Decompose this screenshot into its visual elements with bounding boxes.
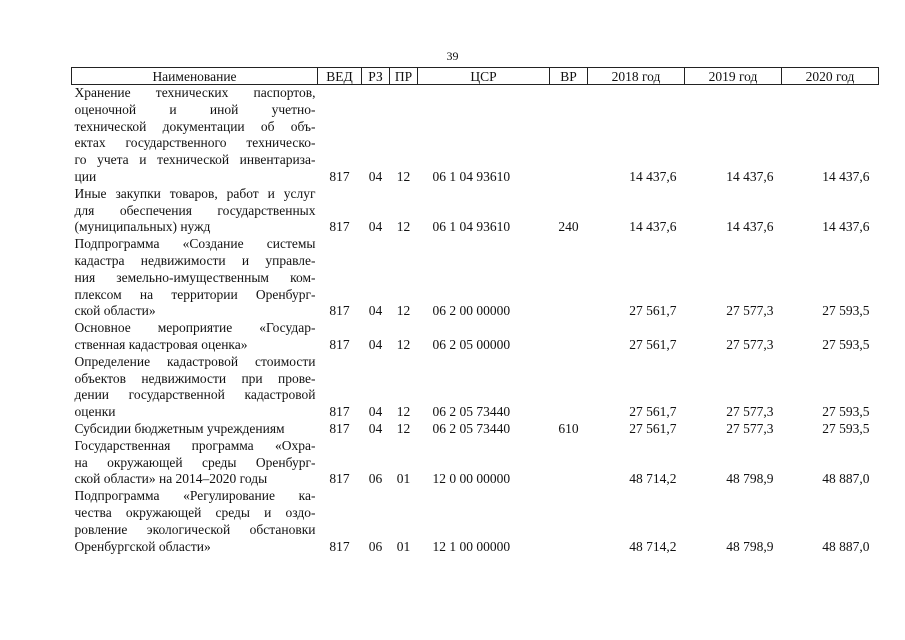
- row-2020: 27 593,5: [822, 303, 870, 319]
- row-2019: 48 798,9: [726, 471, 774, 487]
- row-name-line: Подпрограмма «Создание системы: [74, 236, 316, 252]
- row-2018: 27 561,7: [629, 303, 677, 319]
- table-row: [72, 421, 879, 438]
- row-name-line: Государственная программа «Охра-: [74, 437, 316, 453]
- row-name: [72, 354, 318, 421]
- row-2020: 14 437,6: [822, 168, 870, 184]
- header-2018: 2018 год: [588, 68, 685, 85]
- row-2020: 27 593,5: [822, 420, 870, 436]
- row-name-line: оценочной и иной учетно-: [74, 101, 316, 117]
- row-2019: 27 577,3: [726, 404, 774, 420]
- row-name-line: Хранение технических паспортов,: [74, 85, 316, 100]
- row-name-line: технической документации об объ-: [74, 118, 316, 134]
- row-name-line: го учета и технической инвентаризa-: [74, 152, 316, 168]
- header-pr: ПР: [390, 68, 418, 85]
- row-name-line: (муниципальных) нужд: [74, 219, 211, 235]
- row-rz: 06: [368, 471, 383, 487]
- row-rz: 04: [368, 168, 383, 184]
- row-rz: 04: [368, 303, 383, 319]
- row-name-line: Определение кадастровой стоимости: [74, 353, 316, 369]
- row-vr: [550, 236, 588, 320]
- row-name: [72, 320, 318, 354]
- row-name-line: ния земельно-имущественным ком-: [74, 269, 316, 285]
- row-csr: 06 2 05 73440: [432, 404, 511, 420]
- row-name-line: объектов недвижимости при прове-: [74, 370, 316, 386]
- header-csr: ЦСР: [418, 68, 550, 85]
- row-name-line: кадастра недвижимости и управле-: [74, 252, 316, 268]
- table-row: [72, 488, 879, 555]
- row-csr: 06 2 05 73440: [432, 420, 511, 436]
- row-name-line: ской области» на 2014–2020 годы: [74, 471, 268, 487]
- row-pr: 12: [396, 420, 411, 436]
- header-rz: РЗ: [362, 68, 390, 85]
- row-ved: 817: [329, 404, 350, 420]
- row-name-line: ектах государственного техническо-: [74, 135, 316, 151]
- row-2019: 48 798,9: [726, 538, 774, 554]
- row-pr: 12: [396, 303, 411, 319]
- row-name-line: чества окружающей среды и оздо-: [74, 504, 316, 520]
- row-ved: 817: [329, 471, 350, 487]
- row-ved: 817: [329, 538, 350, 554]
- row-name: [72, 186, 318, 236]
- row-ved: 817: [329, 336, 350, 352]
- row-2018: 14 437,6: [629, 219, 677, 235]
- row-2019: 14 437,6: [726, 219, 774, 235]
- row-name: [72, 488, 318, 555]
- row-2020: 14 437,6: [822, 219, 870, 235]
- row-name-line: Субсидии бюджетным учреждениям: [74, 420, 285, 436]
- row-name-line: ственная кадастровая оценка»: [74, 336, 248, 352]
- row-pr: 12: [396, 336, 411, 352]
- row-ved: 817: [329, 168, 350, 184]
- row-2020: 48 887,0: [822, 471, 870, 487]
- row-vr: [550, 320, 588, 354]
- row-2019: 27 577,3: [726, 420, 774, 436]
- row-name-line: дении государственной кадастровой: [74, 387, 316, 403]
- row-2018: 14 437,6: [629, 168, 677, 184]
- header-2020: 2020 год: [782, 68, 879, 85]
- budget-table: [71, 67, 879, 555]
- header-row: [72, 68, 879, 85]
- row-2020: 48 887,0: [822, 538, 870, 554]
- row-vr: 610: [558, 420, 579, 436]
- row-rz: 04: [368, 404, 383, 420]
- row-csr: 06 2 00 00000: [432, 303, 511, 319]
- row-name-line: Основное мероприятие «Государ-: [74, 320, 316, 336]
- row-pr: 12: [396, 404, 411, 420]
- row-name: [72, 85, 318, 186]
- table-body: [72, 85, 879, 556]
- row-2018: 27 561,7: [629, 336, 677, 352]
- row-vr: [550, 438, 588, 488]
- header-name: Наименование: [72, 68, 318, 85]
- table-row: [72, 438, 879, 488]
- row-name-line: оценки: [74, 404, 116, 420]
- row-vr: [550, 488, 588, 555]
- row-rz: 04: [368, 336, 383, 352]
- row-ved: 817: [329, 219, 350, 235]
- row-name-line: Подпрограмма «Регулирование ка-: [74, 488, 316, 504]
- row-name-line: Оренбургской области»: [74, 538, 211, 554]
- row-rz: 06: [368, 538, 383, 554]
- row-2018: 48 714,2: [629, 471, 677, 487]
- table-header: [72, 68, 879, 85]
- row-2020: 27 593,5: [822, 404, 870, 420]
- row-vr: [550, 354, 588, 421]
- header-2019: 2019 год: [685, 68, 782, 85]
- row-name: [72, 421, 318, 438]
- row-name: [72, 236, 318, 320]
- row-csr: 12 1 00 00000: [432, 538, 511, 554]
- row-csr: 06 1 04 93610: [432, 219, 511, 235]
- row-rz: 04: [368, 219, 383, 235]
- row-rz: 04: [368, 420, 383, 436]
- row-2019: 27 577,3: [726, 303, 774, 319]
- row-2019: 27 577,3: [726, 336, 774, 352]
- row-2018: 27 561,7: [629, 404, 677, 420]
- row-csr: 06 2 05 00000: [432, 336, 511, 352]
- row-pr: 01: [396, 538, 411, 554]
- row-vr: [550, 85, 588, 186]
- page-number: 39: [446, 49, 459, 63]
- table-row: [72, 186, 879, 236]
- row-name: [72, 438, 318, 488]
- row-vr: 240: [558, 219, 579, 235]
- row-name-line: ции: [74, 168, 97, 184]
- row-name-line: на окружающей среды Оренбург-: [74, 454, 316, 470]
- table-row: [72, 320, 879, 354]
- row-name-line: Иные закупки товаров, работ и услуг: [74, 185, 316, 201]
- row-name-line: ской области»: [74, 303, 156, 319]
- table-row: [72, 354, 879, 421]
- row-csr: 06 1 04 93610: [432, 168, 511, 184]
- row-2019: 14 437,6: [726, 168, 774, 184]
- table-row: [72, 236, 879, 320]
- row-pr: 01: [396, 471, 411, 487]
- row-name-line: ровление экологической обстановки: [74, 521, 316, 537]
- row-ved: 817: [329, 303, 350, 319]
- row-2020: 27 593,5: [822, 336, 870, 352]
- header-ved: ВЕД: [318, 68, 362, 85]
- row-2018: 27 561,7: [629, 420, 677, 436]
- row-2018: 48 714,2: [629, 538, 677, 554]
- table-row: [72, 85, 879, 186]
- row-pr: 12: [396, 219, 411, 235]
- row-csr: 12 0 00 00000: [432, 471, 511, 487]
- header-vr: ВР: [550, 68, 588, 85]
- row-name-line: для обеспечения государственных: [74, 202, 316, 218]
- row-pr: 12: [396, 168, 411, 184]
- row-name-line: плексом на территории Оренбург-: [74, 286, 316, 302]
- row-ved: 817: [329, 420, 350, 436]
